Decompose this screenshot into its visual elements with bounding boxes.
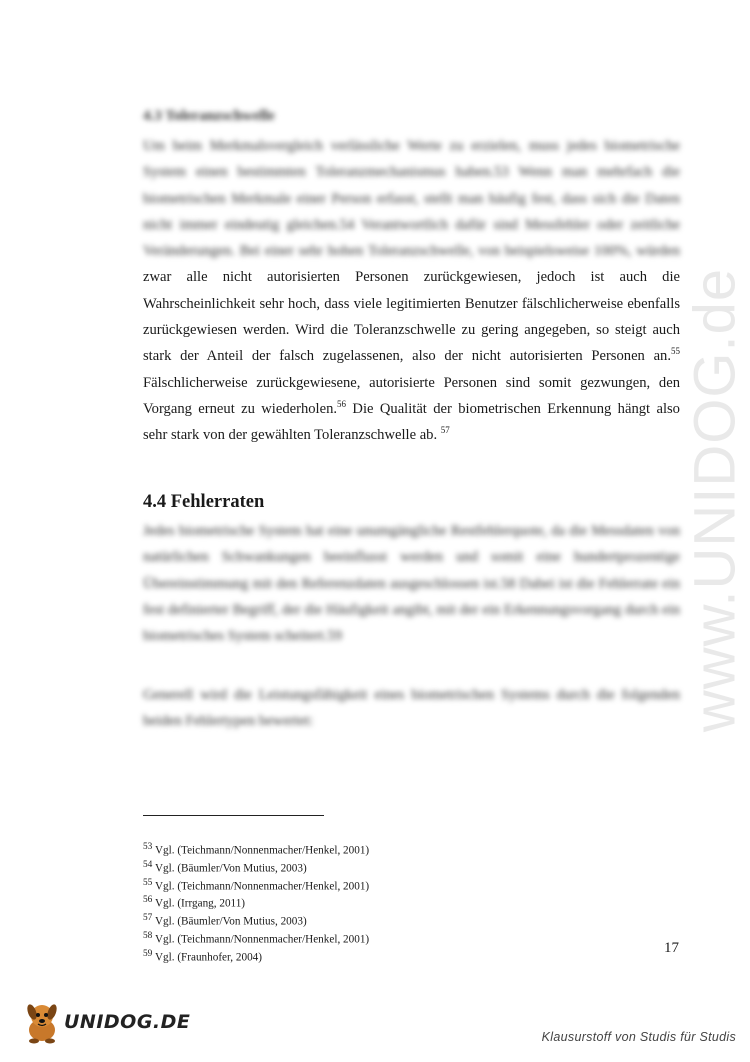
page-number: 17 (664, 940, 679, 956)
logo-text: UNIDOG.DE (64, 1011, 191, 1033)
blurred-text: Um beim Merkmalsvergleich verlässliche Werte zu erzielen, muss jedes biometrische System einen bestimmten Toleranzmechanismus haben.53 Wenn man mehrfach die biometrischen Merkmale einer Person erfasst, stellt man häufig fest, dass sich die Daten nicht immer eindeutig gleichen.54 Verantwortlich dafür sind Messfehler oder zeitliche Veränderungen. Bei einer sehr hohen Toleranzschwelle, von beispielsweise 100%, würden (143, 138, 680, 260)
footnote: $^{55}$ Vgl. (Teichmann/Nonnenmacher/Henkel, 2001) (143, 877, 370, 893)
footnote: $^{54}$ Vgl. (Bäumler/Von Mutius, 2003) (143, 859, 307, 875)
footnote-list (143, 840, 369, 965)
dog-icon (22, 1000, 62, 1044)
footnote: $^{58}$ Vgl. (Teichmann/Nonnenmacher/Henkel, 2001) (143, 931, 370, 946)
footnote-separator (143, 815, 324, 816)
watermark: www.UNIDOG.de (682, 267, 748, 733)
paragraph-text: zwar alle nicht autorisierten Personen zurückgewiesen, jedoch ist auch die Wahrscheinlichkeit sehr hoch, dass viele legitimierten Benutzer fälschlicherweise ebenfalls zurückgewiesen werden. Wird die Toleranzschwelle zu gering angegeben, so steigt auch stark der Anteil der falsch zugelassenen, also der nicht autorisierten Personen an. (143, 269, 680, 365)
footnote: $^{57}$ Vgl. (Bäumler/Von Mutius, 2003) (143, 913, 307, 929)
section-heading-4-4: 4.4 Fehlerraten (143, 492, 265, 512)
footnote-ref: 56 (337, 399, 347, 410)
section-4-4-paragraph-2: Generell wird die Leistungsfähigkeit eines biometrischen Systems durch die folgenden beiden Fehlertypen bewertet: (143, 687, 680, 730)
footnote-ref: 55 (671, 346, 680, 357)
footnote-ref: 57 (440, 425, 450, 436)
unidog-logo[interactable] (22, 1000, 190, 1044)
section-heading-4-3: 4.3 Toleranzschwelle (143, 108, 275, 124)
footer-slogan: Klausurstoff von Studis für Studis (541, 1030, 736, 1044)
footnote: $^{53}$ Vgl. (Teichmann/Nonnenmacher/Henkel, 2001) (143, 842, 370, 857)
section-4-4-paragraph-1: Jedes biometrische System hat eine unumgängliche Restfehlerquote, da die Messdaten von natürlichen Schwankungen beeinflusst werden und somit eine hundertprozentige Übereinstimmung mit den Referenzdaten ausgeschlossen ist.58 Dabei ist die Fehlerrate ein fest definierter Begriff, der die Häufigkeit angibt, mit der ein Erkennungsvorgang durch ein biometrisches System scheitert.59 (143, 523, 680, 645)
section-4-3-paragraph (143, 133, 680, 449)
paragraph-text: Die Qualität der biometrischen Erkennung hängt also sehr stark von der gewählten Toleranzschwelle ab. (143, 400, 680, 444)
footnote: $^{59}$ Vgl. (Fraunhofer, 2004) (143, 948, 262, 964)
footnote: $^{56}$ Vgl. (Irrgang, 2011) (143, 895, 246, 911)
paragraph-text: Fälschlicherweise zurückgewiesene, autorisierte Personen sind somit gezwungen, den Vorgang erneut zu wiederholen. (143, 374, 680, 417)
